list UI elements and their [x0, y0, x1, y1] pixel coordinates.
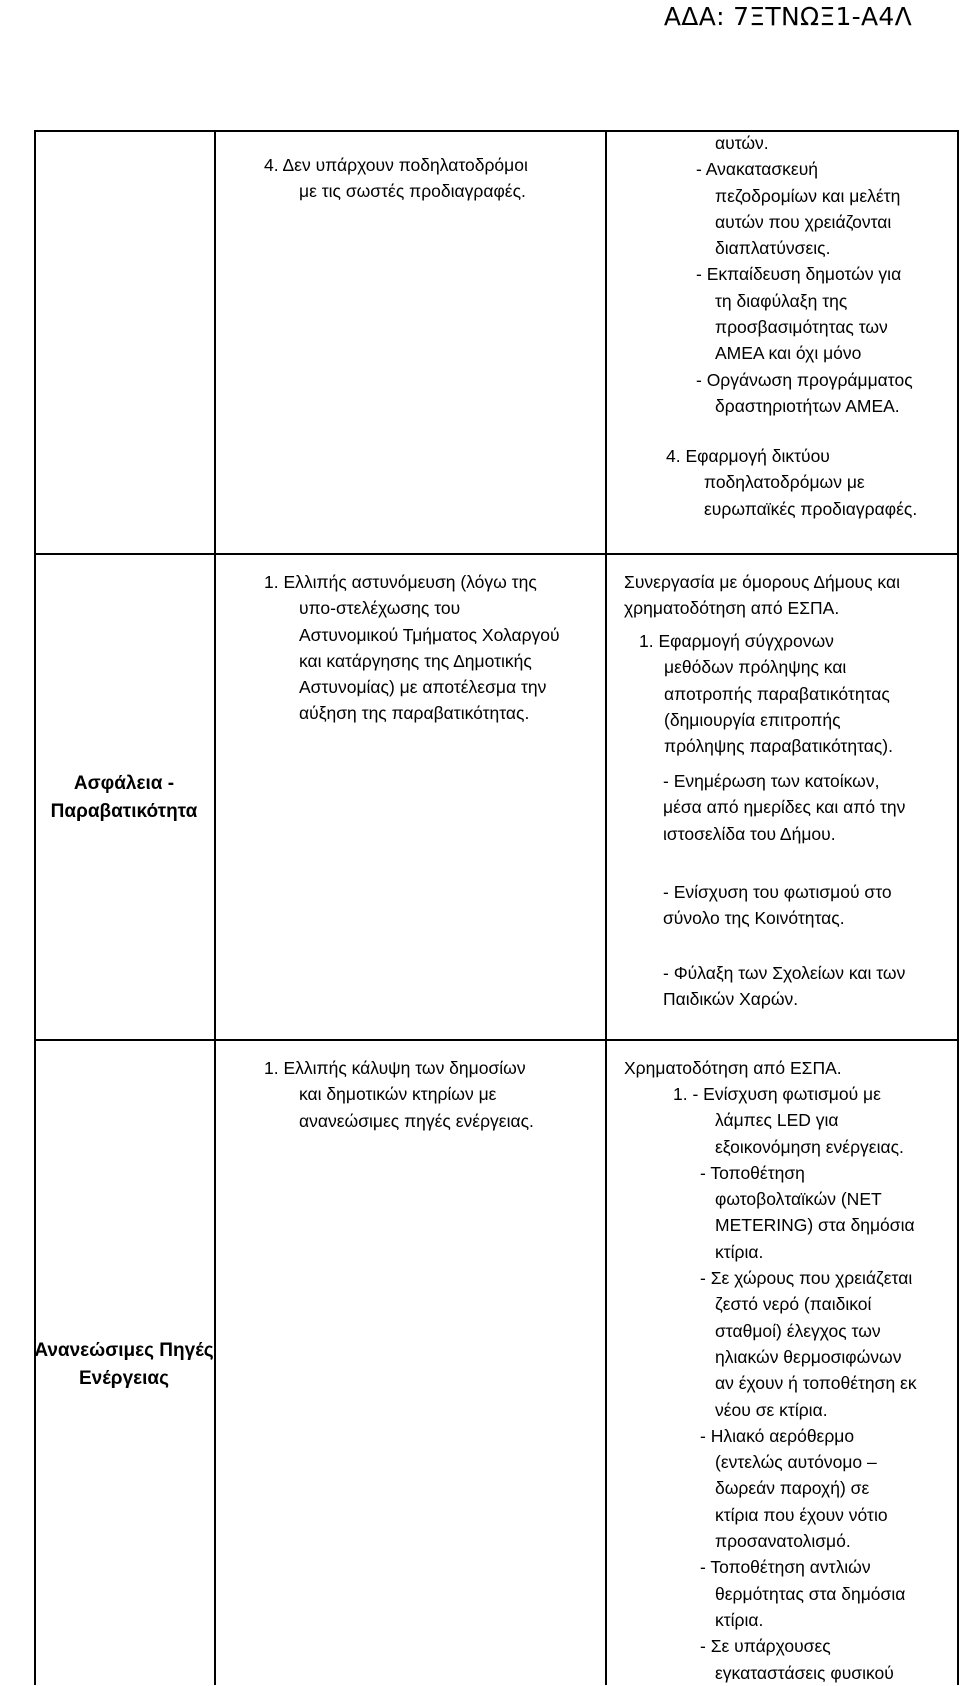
col-divider-2: [605, 130, 607, 1685]
row-divider-2: [34, 1039, 959, 1041]
row1-problem: 4. Δεν υπάρχουν ποδηλατοδρόμοι με τις σωστές προδιαγραφές.: [264, 155, 528, 202]
row1-actions: αυτών. - Ανακατασκευή πεζοδρομίων και μελέτη αυτών που χρειάζονται διαπλατύνσεις. - Εκπαίδευση δημοτών για τη διαφύλαξη της προσβασιμότητας των ΑΜΕΑ και όχι μόνο - Οργάνωση προγράμματος δραστηριοτήτων ΑΜΕΑ.: [696, 133, 913, 416]
row2-bullet-lighting: - Ενίσχυση του φωτισμού στο σύνολο της Κοινότητας.: [663, 882, 892, 929]
row2-action-1: 1. Εφαρμογή σύγχρονων μεθόδων πρόληψης και αποτροπής παραβατικότητας (δημιουργία επιτροπής πρόληψης παραβατικότητας).: [639, 631, 893, 757]
row1-action-4: 4. Εφαρμογή δικτύου ποδηλατοδρόμων με ευρωπαϊκές προδιαγραφές.: [666, 446, 918, 519]
row3-actions: 1. - Ενίσχυση φωτισμού με λάμπες LED για εξοικονόμηση ενέργειας. - Τοποθέτηση φωτοβολταϊκών (NET METERING) στα δημόσια κτίρια. - Σε χώρους που χρειάζεται ζεστό νερό (παιδικοί σταθμοί) έλεγχος των ηλιακών θερμοσιφώνων αν έχουν ή τοποθέτηση εκ νέου σε κτίρια. - Ηλιακό αερόθερμο (εντελώς αυτόνομο – δωρεάν παροχή) σε κτίρια που έχουν νότιο προσανατολισμό. - Τοποθέτηση αντλιών θερμότητας στα δημόσια κτίρια. - Σε υπάρχουσες εγκαταστάσεις φυσικού: [673, 1084, 917, 1683]
category-renewable-energy: Ανανεώσιμες Πηγές Ενέργειας: [34, 1340, 214, 1389]
row-divider-1: [34, 553, 959, 555]
table-border-right: [957, 130, 959, 1685]
row3-problem: 1. Ελλιπής κάλυψη των δημοσίων και δημοτικών κτηρίων με ανανεώσιμες πηγές ενέργειας.: [264, 1058, 534, 1131]
category-safety: Ασφάλεια - Παραβατικότητα: [50, 773, 198, 822]
row3-intro: Χρηματοδότηση από ΕΣΠΑ.: [624, 1058, 842, 1078]
measures-table: [34, 130, 959, 1685]
col-divider-1: [214, 130, 216, 1685]
ada-code: ΑΔΑ: 7ΞΤΝΩΞ1-Α4Λ: [663, 2, 912, 31]
row2-intro: Συνεργασία με όμορους Δήμους και χρηματοδότηση από ΕΣΠΑ.: [624, 572, 900, 619]
row2-bullet-information: - Ενημέρωση των κατοίκων, μέσα από ημερίδες και από την ιστοσελίδα του Δήμου.: [663, 771, 906, 844]
row2-problem: 1. Ελλιπής αστυνόμευση (λόγω της υπο-στελέχωσης του Αστυνομικού Τμήματος Χολαργού και κατάργησης της Δημοτικής Αστυνομίας) με αποτέλεσμα την αύξηση της παραβατικότητας.: [264, 572, 560, 724]
row2-bullet-guarding: - Φύλαξη των Σχολείων και των Παιδικών Χαρών.: [663, 963, 906, 1010]
table-border-left: [34, 130, 36, 1685]
